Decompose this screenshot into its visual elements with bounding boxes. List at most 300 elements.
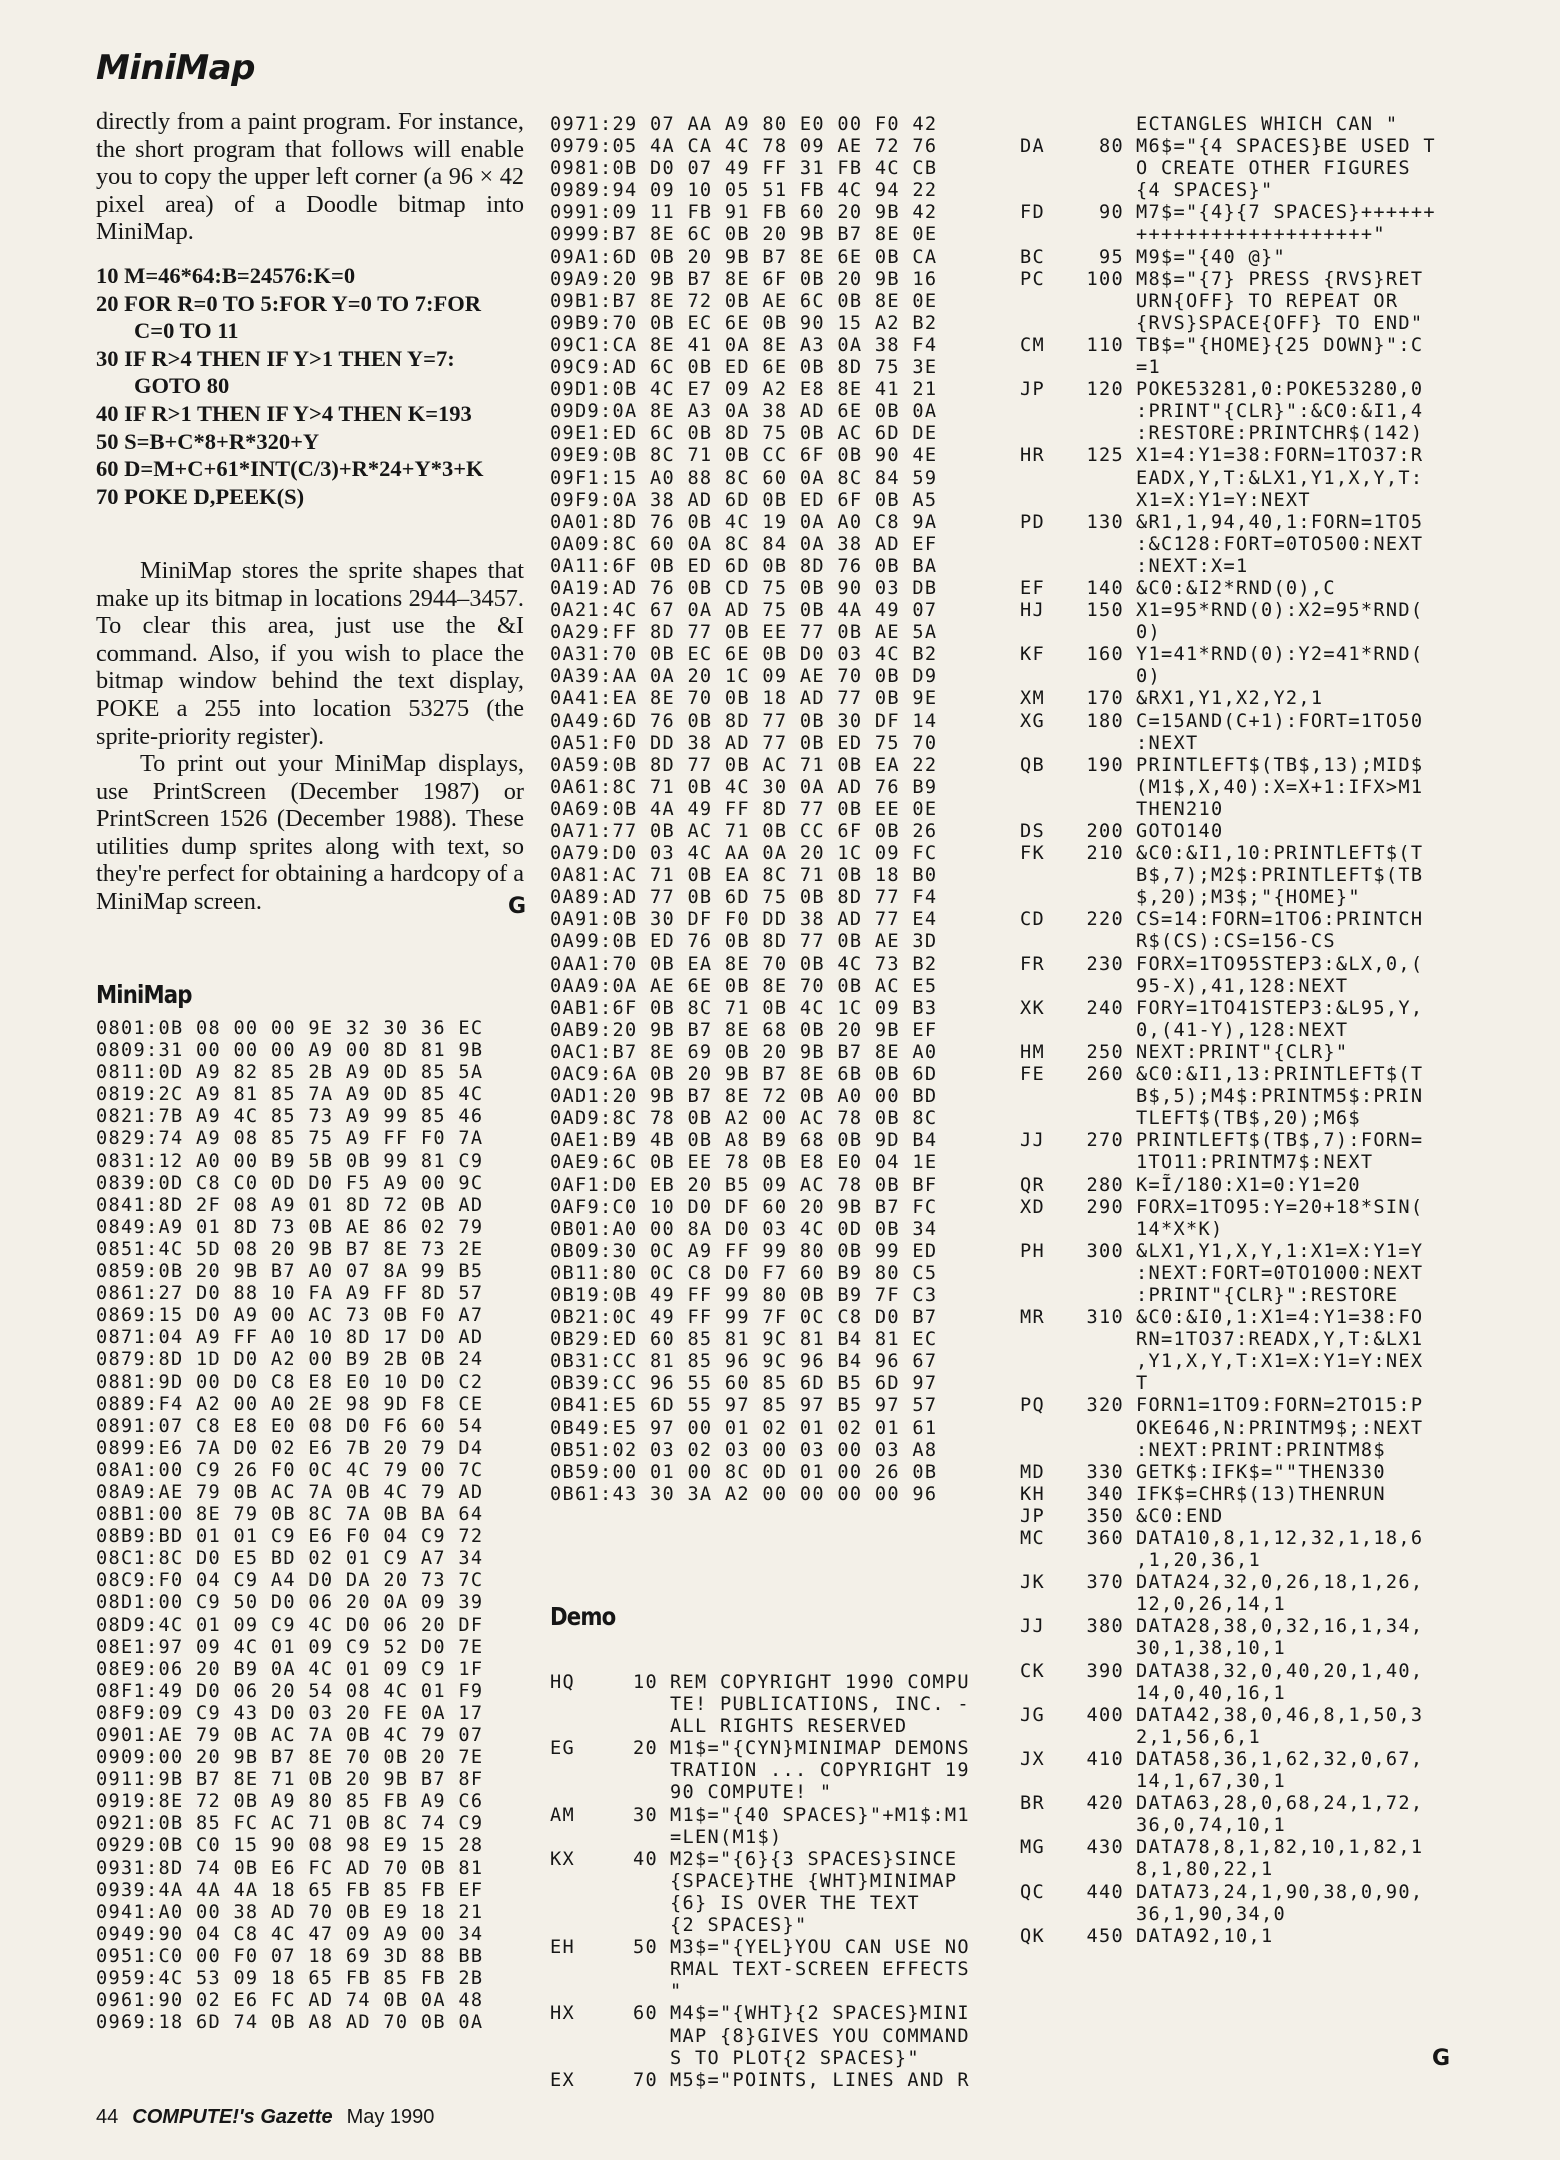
- program-line: [1020, 1661, 1436, 1705]
- line-text: &LX1,Y1,X,Y,1:X1=X:Y1=Y :NEXT:FORT=0TO1000:NEXT :PRINT"{CLR}":RESTORE: [1136, 1240, 1424, 1306]
- hex-line: 0801:0B 08 00 00 9E 32 30 36 EC: [96, 1018, 484, 1039]
- hex-line: 0B61:43 30 3A A2 00 00 00 00 96: [550, 1483, 938, 1505]
- hex-line: 0A89:AD 77 0B 6D 75 0B 8D 77 F4: [550, 887, 938, 909]
- hex-line: 0A09:8C 60 0A 8C 84 0A 38 AD EF: [550, 533, 938, 555]
- hex-line: 09B9:70 0B EC 6E 0B 90 15 A2 B2: [550, 312, 938, 334]
- paragraph-text: To print out your MiniMap displays, use PrintScreen (December 1987) or PrintScreen 1526 (December 1988). These utilities dump sprites along with text, so they're perfect for obtaining a hardcopy of a MiniMap screen.: [96, 750, 524, 915]
- hex-line: 08D1:00 C9 50 D0 06 20 0A 09 39: [96, 1592, 484, 1614]
- line-number: 180: [1086, 710, 1124, 732]
- hex-line: 0851:4C 5D 08 20 9B B7 8E 73 2E: [96, 1238, 484, 1260]
- hex-line: 08A1:00 C9 26 F0 0C 4C 79 00 7C: [96, 1459, 484, 1481]
- line-number: 380: [1086, 1616, 1124, 1638]
- program-line: [1020, 1572, 1436, 1616]
- line-text: FORX=1TO95STEP3:&LX,0,( 95-X),41,128:NEXT: [1136, 953, 1424, 997]
- paragraph-text: MiniMap stores the sprite shapes that make up its bitmap in locations 2944–3457. To clear this area, just use the &I command. Also, if you wish to place the bitmap window behind the text display, POKE a 255 into location 53275 (the sprite-priority register).: [96, 557, 524, 750]
- line-number: 420: [1086, 1793, 1124, 1815]
- line-text: DATA24,32,0,26,18,1,26, 12,0,26,14,1: [1136, 1572, 1424, 1616]
- hex-line: 0B31:CC 81 85 96 9C 96 B4 96 67: [550, 1351, 938, 1373]
- checksum: KX: [550, 1848, 575, 1870]
- basic-line: 70 POKE D,PEEK(S): [96, 483, 305, 509]
- checksum: XG: [1020, 710, 1045, 732]
- hex-line: 0879:8D 1D D0 A2 00 B9 2B 0B 24: [96, 1349, 484, 1371]
- line-number: 80: [1099, 136, 1124, 158]
- demo-listing-part-1: [550, 1672, 970, 2092]
- program-line: [1020, 1197, 1436, 1241]
- program-line: [550, 1672, 970, 1738]
- hex-line: 0B39:CC 96 55 60 85 6D B5 6D 97: [550, 1373, 938, 1395]
- program-line: [1020, 843, 1436, 909]
- hex-line: 0919:8E 72 0B A9 80 85 FB A9 C6: [96, 1791, 484, 1813]
- program-line: [1020, 1793, 1436, 1837]
- checksum: BC: [1020, 246, 1045, 268]
- hex-line: 0A39:AA 0A 20 1C 09 AE 70 0B D9: [550, 666, 938, 688]
- basic-program-listing: [96, 262, 524, 510]
- hex-line: 0AC9:6A 0B 20 9B B7 8E 6B 0B 6D: [550, 1064, 938, 1086]
- hex-line: 0959:4C 53 09 18 65 FB 85 FB 2B: [96, 1968, 484, 1990]
- line-number: 90: [1099, 202, 1124, 224]
- demo-listing-title: Demo: [550, 1602, 616, 1631]
- hex-line: 09A9:20 9B B7 8E 6F 0B 20 9B 16: [550, 268, 938, 290]
- line-number: 110: [1086, 334, 1124, 356]
- hex-line: 0AA9:0A AE 6E 0B 8E 70 0B AC E5: [550, 975, 938, 997]
- demo-listing-part-2: [1020, 114, 1436, 1948]
- hex-line: 0AA1:70 0B EA 8E 70 0B 4C 73 B2: [550, 953, 938, 975]
- hex-line: 0A51:F0 DD 38 AD 77 0B ED 75 70: [550, 732, 938, 754]
- hex-line: 0981:0B D0 07 49 FF 31 FB 4C CB: [550, 158, 938, 180]
- line-number: 220: [1086, 909, 1124, 931]
- line-text: REM COPYRIGHT 1990 COMPU TE! PUBLICATIONS, INC. - ALL RIGHTS RESERVED: [670, 1672, 970, 1738]
- line-number: 125: [1086, 445, 1124, 467]
- hex-line: 08B1:00 8E 79 0B 8C 7A 0B BA 64: [96, 1504, 484, 1526]
- checksum: EH: [550, 1937, 575, 1959]
- checksum: PD: [1020, 511, 1045, 533]
- hex-line: 0821:7B A9 4C 85 73 A9 99 85 46: [96, 1106, 484, 1128]
- hex-line: 0A49:6D 76 0B 8D 77 0B 30 DF 14: [550, 710, 938, 732]
- line-text: &C0:&I0,1:X1=4:Y1=38:FO RN=1TO37:READX,Y,T:&LX1 ,Y1,X,Y,T:X1=X:Y1=Y:NEX T: [1136, 1307, 1424, 1395]
- line-number: 260: [1086, 1064, 1124, 1086]
- line-number: 250: [1086, 1041, 1124, 1063]
- program-line: [1020, 1837, 1436, 1881]
- line-text: DATA73,24,1,90,38,0,90, 36,1,90,34,0: [1136, 1881, 1424, 1925]
- checksum: KH: [1020, 1483, 1045, 1505]
- program-line: [550, 1937, 970, 2003]
- line-number: 95: [1099, 246, 1124, 268]
- program-line: [1020, 445, 1436, 511]
- program-line: [1020, 136, 1436, 202]
- hex-line: 0A91:0B 30 DF F0 DD 38 AD 77 E4: [550, 909, 938, 931]
- program-line: [1020, 1175, 1436, 1197]
- line-number: 190: [1086, 754, 1124, 776]
- line-text: &C0:&I1,13:PRINTLEFT$(T B$,5);M4$:PRINTM5$:PRIN TLEFT$(TB$,20);M6$: [1136, 1064, 1424, 1130]
- line-text: NEXT:PRINT"{CLR}": [1136, 1041, 1349, 1063]
- line-number: 240: [1086, 997, 1124, 1019]
- hex-line: 0869:15 D0 A9 00 AC 73 0B F0 A7: [96, 1305, 484, 1327]
- checksum: PC: [1020, 268, 1045, 290]
- program-line: [1020, 1042, 1436, 1064]
- paragraph-text: directly from a paint program. For instance, the short program that follows will enable you to copy the upper left corner (a 96 × 42 pixel area) of a Doodle bitmap into MiniMap.: [96, 108, 524, 246]
- hex-line: 08E9:06 20 B9 0A 4C 01 09 C9 1F: [96, 1658, 484, 1680]
- hex-line: 0941:A0 00 38 AD 70 0B E9 18 21: [96, 1901, 484, 1923]
- program-line: [1020, 578, 1436, 600]
- hex-line: 0B49:E5 97 00 01 02 01 02 01 61: [550, 1417, 938, 1439]
- line-text: ECTANGLES WHICH CAN ": [1136, 114, 1399, 135]
- hex-line: 0AB9:20 9B B7 8E 68 0B 20 9B EF: [550, 1019, 938, 1041]
- program-line: [1020, 1395, 1436, 1461]
- basic-line: 10 M=46*64:B=24576:K=0: [96, 263, 356, 288]
- minimap-listing-title: MiniMap: [96, 980, 192, 1009]
- line-text: PRINTLEFT$(TB$,13);MID$ (M1$,X,40):X=X+1:IFX>M1 THEN210: [1136, 754, 1424, 820]
- hex-line: 0B19:0B 49 FF 99 80 0B B9 7F C3: [550, 1284, 938, 1306]
- checksum: FK: [1020, 843, 1045, 865]
- checksum: XD: [1020, 1196, 1045, 1218]
- line-text: &C0:END: [1136, 1505, 1224, 1527]
- hex-line: 0A61:8C 71 0B 4C 30 0A AD 76 B9: [550, 776, 938, 798]
- hex-line: 0809:31 00 00 00 A9 00 8D 81 9B: [96, 1040, 484, 1062]
- hex-line: 0841:8D 2F 08 A9 01 8D 72 0B AD: [96, 1194, 484, 1216]
- checksum: FD: [1020, 202, 1045, 224]
- checksum: FR: [1020, 953, 1045, 975]
- line-number: 120: [1086, 379, 1124, 401]
- hex-line: 09C9:AD 6C 0B ED 6E 0B 8D 75 3E: [550, 357, 938, 379]
- line-number: 50: [633, 1937, 658, 1959]
- hex-line: 09B1:B7 8E 72 0B AE 6C 0B 8E 0E: [550, 290, 938, 312]
- hex-line: 0A69:0B 4A 49 FF 8D 77 0B EE 0E: [550, 798, 938, 820]
- program-line: [1020, 1749, 1436, 1793]
- program-line: [550, 1738, 970, 1804]
- line-number: 60: [633, 2003, 658, 2025]
- hex-line: 0969:18 6D 74 0B A8 AD 70 0B 0A: [96, 2012, 484, 2034]
- checksum: FE: [1020, 1064, 1045, 1086]
- line-number: 70: [633, 2069, 658, 2091]
- line-number: 230: [1086, 953, 1124, 975]
- hex-line: 08E1:97 09 4C 01 09 C9 52 D0 7E: [96, 1636, 484, 1658]
- checksum: XK: [1020, 997, 1045, 1019]
- hex-line: 09F1:15 A0 88 8C 60 0A 8C 84 59: [550, 467, 938, 489]
- line-number: 370: [1086, 1572, 1124, 1594]
- checksum: CK: [1020, 1660, 1045, 1682]
- hex-line: 0921:0B 85 FC AC 71 0B 8C 74 C9: [96, 1813, 484, 1835]
- program-line: [550, 2003, 970, 2069]
- program-line: [1020, 247, 1436, 269]
- line-number: 310: [1086, 1307, 1124, 1329]
- line-text: M1$="{40 SPACES}"+M1$:M1 =LEN(M1$): [670, 1804, 970, 1848]
- line-number: 210: [1086, 843, 1124, 865]
- line-number: 150: [1086, 600, 1124, 622]
- line-number: 30: [633, 1804, 658, 1826]
- checksum: PQ: [1020, 1395, 1045, 1417]
- line-text: DATA58,36,1,62,32,0,67, 14,1,67,30,1: [1136, 1748, 1424, 1793]
- hex-line: 0B59:00 01 00 8C 0D 01 00 26 0B: [550, 1461, 938, 1483]
- line-text: K=Ĩ/180:X1=0:Y1=20: [1136, 1174, 1361, 1196]
- program-line: [1020, 1506, 1436, 1528]
- hex-line: 0AD1:20 9B B7 8E 72 0B A0 00 BD: [550, 1086, 938, 1108]
- program-line: [1020, 269, 1436, 335]
- hex-line: 0A79:D0 03 4C AA 0A 20 1C 09 FC: [550, 843, 938, 865]
- line-number: 350: [1086, 1505, 1124, 1527]
- line-text: X1=4:Y1=38:FORN=1TO37:R EADX,Y,T:&LX1,Y1,X,Y,T: X1=X:Y1=Y:NEXT: [1136, 445, 1424, 511]
- line-number: 320: [1086, 1395, 1124, 1417]
- page-number: 44: [96, 2106, 119, 2128]
- line-text: M6$="{4 SPACES}BE USED T O CREATE OTHER FIGURES {4 SPACES}": [1136, 136, 1436, 202]
- line-text: DATA10,8,1,12,32,1,18,6 ,1,20,36,1: [1136, 1528, 1424, 1572]
- checksum: DS: [1020, 821, 1045, 842]
- hex-line: 0A29:FF 8D 77 0B EE 77 0B AE 5A: [550, 622, 938, 644]
- line-text: M3$="{YEL}YOU CAN USE NO RMAL TEXT-SCREEN EFFECTS ": [670, 1937, 970, 2003]
- hex-line: 0AF9:C0 10 D0 DF 60 20 9B B7 FC: [550, 1196, 938, 1218]
- checksum: JP: [1020, 379, 1045, 401]
- hex-listing-part-2: [550, 114, 937, 1506]
- checksum: MR: [1020, 1307, 1045, 1329]
- hex-line: 0929:0B C0 15 90 08 98 E9 15 28: [96, 1835, 484, 1857]
- end-of-listing-mark: G: [1432, 2046, 1451, 2071]
- hex-listing-part-1: [96, 1018, 483, 2034]
- hex-line: 0AF1:D0 EB 20 B5 09 AC 78 0B BF: [550, 1174, 938, 1196]
- line-text: DATA78,8,1,82,10,1,82,1 8,1,80,22,1: [1136, 1837, 1424, 1881]
- hex-line: 0A71:77 0B AC 71 0B CC 6F 0B 26: [550, 821, 938, 842]
- line-text: DATA42,38,0,46,8,1,50,3 2,1,56,6,1: [1136, 1704, 1424, 1748]
- program-line: [550, 1849, 970, 1937]
- hex-line: 0899:E6 7A D0 02 E6 7B 20 79 D4: [96, 1437, 484, 1459]
- line-text: FORN1=1TO9:FORN=2TO15:P OKE646,N:PRINTM9$;:NEXT :NEXT:PRINT:PRINTM8$: [1136, 1395, 1424, 1461]
- program-line: [1020, 512, 1436, 578]
- article-paragraph-3: [96, 750, 524, 916]
- line-text: &C0:&I1,10:PRINTLEFT$(T B$,7);M2$:PRINTLEFT$(TB $,20);M3$;"{HOME}": [1136, 843, 1424, 909]
- hex-line: 08A9:AE 79 0B AC 7A 0B 4C 79 AD: [96, 1481, 484, 1503]
- checksum: EF: [1020, 577, 1045, 599]
- hex-line: 0909:00 20 9B B7 8E 70 0B 20 7E: [96, 1747, 484, 1769]
- program-line: [1020, 1462, 1436, 1484]
- program-line: [1020, 711, 1436, 755]
- hex-line: 08C9:F0 04 C9 A4 D0 DA 20 73 7C: [96, 1570, 484, 1592]
- checksum: HX: [550, 2003, 575, 2025]
- article-paragraph-1: [96, 108, 524, 246]
- hex-line: 0881:9D 00 D0 C8 E8 E0 10 D0 C2: [96, 1371, 484, 1393]
- hex-line: 0819:2C A9 81 85 7A A9 0D 85 4C: [96, 1084, 484, 1106]
- checksum: QK: [1020, 1925, 1045, 1947]
- end-of-article-mark: G: [508, 894, 527, 919]
- basic-line: 40 IF R>1 THEN IF Y>4 THEN K=193: [96, 400, 472, 426]
- hex-line: 0849:A9 01 8D 73 0B AE 86 02 79: [96, 1216, 484, 1238]
- hex-line: 0829:74 A9 08 85 75 A9 FF F0 7A: [96, 1128, 484, 1150]
- hex-line: 0A59:0B 8D 77 0B AC 71 0B EA 22: [550, 754, 938, 776]
- program-line: [1020, 1064, 1436, 1130]
- line-number: 40: [633, 1848, 658, 1870]
- hex-line: 0949:90 04 C8 4C 47 09 A9 00 34: [96, 1923, 484, 1945]
- line-text: IFK$=CHR$(13)THENRUN: [1136, 1483, 1386, 1505]
- checksum: QR: [1020, 1174, 1045, 1196]
- checksum: JJ: [1020, 1130, 1045, 1152]
- hex-line: 09A1:6D 0B 20 9B B7 8E 6E 0B CA: [550, 246, 938, 268]
- checksum: HQ: [550, 1672, 575, 1693]
- program-line: [1020, 114, 1436, 136]
- hex-line: 0831:12 A0 00 B9 5B 0B 99 81 C9: [96, 1150, 484, 1172]
- line-text: M1$="{CYN}MINIMAP DEMONS TRATION ... COPYRIGHT 19 90 COMPUTE! ": [670, 1738, 970, 1804]
- hex-line: 08B9:BD 01 01 C9 E6 F0 04 C9 72: [96, 1526, 484, 1548]
- line-text: FORX=1TO95:Y=20+18*SIN( 14*X*K): [1136, 1196, 1424, 1240]
- hex-line: 0B11:80 0C C8 D0 F7 60 B9 80 C5: [550, 1262, 938, 1284]
- line-number: 20: [633, 1738, 658, 1760]
- checksum: PH: [1020, 1240, 1045, 1262]
- program-line: [1020, 1882, 1436, 1926]
- line-text: &C0:&I2*RND(0),C: [1136, 577, 1336, 599]
- hex-line: 09F9:0A 38 AD 6D 0B ED 6F 0B A5: [550, 489, 938, 511]
- line-number: 440: [1086, 1881, 1124, 1903]
- line-text: M4$="{WHT}{2 SPACES}MINI MAP {8}GIVES YOU COMMAND S TO PLOT{2 SPACES}": [670, 2003, 970, 2069]
- line-number: 390: [1086, 1660, 1124, 1682]
- hex-line: 0889:F4 A2 00 A0 2E 98 9D F8 CE: [96, 1393, 484, 1415]
- line-number: 280: [1086, 1174, 1124, 1196]
- checksum: KF: [1020, 644, 1045, 666]
- hex-line: 0A31:70 0B EC 6E 0B D0 03 4C B2: [550, 644, 938, 666]
- checksum: EG: [550, 1738, 575, 1760]
- checksum: CD: [1020, 909, 1045, 931]
- line-text: &RX1,Y1,X2,Y2,1: [1136, 688, 1324, 710]
- checksum: MC: [1020, 1528, 1045, 1549]
- line-number: 270: [1086, 1130, 1124, 1152]
- line-number: 330: [1086, 1461, 1124, 1483]
- program-line: [1020, 1528, 1436, 1572]
- hex-line: 0811:0D A9 82 85 2B A9 0D 85 5A: [96, 1062, 484, 1084]
- hex-line: 0931:8D 74 0B E6 FC AD 70 0B 81: [96, 1857, 484, 1879]
- program-line: [1020, 335, 1436, 379]
- hex-line: 0861:27 D0 88 10 FA A9 FF 8D 57: [96, 1283, 484, 1305]
- checksum: JJ: [1020, 1616, 1045, 1638]
- program-line: [1020, 909, 1436, 953]
- hex-line: 0A11:6F 0B ED 6D 0B 8D 76 0B BA: [550, 555, 938, 577]
- line-number: 360: [1086, 1528, 1124, 1549]
- line-text: DATA63,28,0,68,24,1,72, 36,0,74,10,1: [1136, 1793, 1424, 1837]
- hex-line: 0971:29 07 AA A9 80 E0 00 F0 42: [550, 114, 938, 135]
- line-number: 400: [1086, 1704, 1124, 1726]
- hex-line: 0B41:E5 6D 55 97 85 97 B5 97 57: [550, 1395, 938, 1417]
- hex-line: 0A81:AC 71 0B EA 8C 71 0B 18 B0: [550, 865, 938, 887]
- hex-line: 0891:07 C8 E8 E0 08 D0 F6 60 54: [96, 1415, 484, 1437]
- checksum: [1020, 114, 1078, 136]
- basic-line: 30 IF R>4 THEN IF Y>1 THEN Y=7: GOTO 80: [96, 345, 455, 399]
- hex-line: 0B01:A0 00 8A D0 03 4C 0D 0B 34: [550, 1218, 938, 1240]
- program-line: [1020, 1926, 1436, 1948]
- program-line: [1020, 202, 1436, 246]
- hex-line: 0AD9:8C 78 0B A2 00 AC 78 0B 8C: [550, 1108, 938, 1130]
- program-line: [1020, 644, 1436, 688]
- line-number: 170: [1086, 688, 1124, 710]
- hex-line: 0961:90 02 E6 FC AD 74 0B 0A 48: [96, 1990, 484, 2012]
- line-text: C=15AND(C+1):FORT=1TO50 :NEXT: [1136, 710, 1424, 754]
- program-line: [1020, 1130, 1436, 1174]
- hex-line: 0901:AE 79 0B AC 7A 0B 4C 79 07: [96, 1725, 484, 1746]
- line-text: DATA92,10,1: [1136, 1925, 1274, 1947]
- checksum: EX: [550, 2069, 575, 2091]
- line-number: 10: [633, 1672, 658, 1693]
- line-number: 100: [1086, 268, 1124, 290]
- checksum: MD: [1020, 1461, 1045, 1483]
- hex-line: 08C1:8C D0 E5 BD 02 01 C9 A7 34: [96, 1548, 484, 1570]
- checksum: HJ: [1020, 600, 1045, 622]
- line-text: GOTO140: [1136, 821, 1224, 842]
- program-line: [1020, 1484, 1436, 1506]
- line-text: M2$="{6}{3 SPACES}SINCE {SPACE}THE {WHT}MINIMAP {6} IS OVER THE TEXT {2 SPACES}": [670, 1848, 958, 1937]
- checksum: JK: [1020, 1572, 1045, 1594]
- basic-line: 20 FOR R=0 TO 5:FOR Y=0 TO 7:FOR C=0 TO 11: [96, 290, 482, 344]
- line-text: POKE53281,0:POKE53280,0 :PRINT"{CLR}":&C0:&I1,4 :RESTORE:PRINTCHR$(142): [1136, 379, 1424, 445]
- hex-line: 0839:0D C8 C0 0D D0 F5 A9 00 9C: [96, 1172, 484, 1194]
- hex-line: 0A99:0B ED 76 0B 8D 77 0B AE 3D: [550, 931, 938, 953]
- hex-line: 08F9:09 C9 43 D0 03 20 FE 0A 17: [96, 1702, 484, 1724]
- hex-line: 0911:9B B7 8E 71 0B 20 9B B7 8F: [96, 1769, 484, 1791]
- line-number: 290: [1086, 1196, 1124, 1218]
- program-line: [550, 2070, 970, 2092]
- program-line: [1020, 755, 1436, 821]
- line-text: DATA38,32,0,40,20,1,40, 14,0,40,16,1: [1136, 1660, 1424, 1704]
- line-text: GETK$:IFK$=""THEN330: [1136, 1461, 1386, 1483]
- line-number: 140: [1086, 577, 1124, 599]
- line-number: 410: [1086, 1748, 1124, 1770]
- checksum: QC: [1020, 1881, 1045, 1903]
- line-text: TB$="{HOME}{25 DOWN}":C =1: [1136, 334, 1424, 379]
- hex-line: 09E1:ED 6C 0B 8D 75 0B AC 6D DE: [550, 423, 938, 445]
- program-line: [1020, 821, 1436, 843]
- checksum: BR: [1020, 1793, 1045, 1815]
- hex-line: 09D1:0B 4C E7 09 A2 E8 8E 41 21: [550, 379, 938, 401]
- hex-line: 0979:05 4A CA 4C 78 09 AE 72 76: [550, 136, 938, 158]
- line-number: 200: [1086, 821, 1124, 842]
- hex-line: 0951:C0 00 F0 07 18 69 3D 88 BB: [96, 1945, 484, 1967]
- program-line: [550, 1805, 970, 1849]
- line-text: M7$="{4}{7 SPACES}++++++ +++++++++++++++++++": [1136, 202, 1436, 246]
- program-line: [1020, 1307, 1436, 1395]
- page-footer: [96, 2106, 434, 2129]
- hex-line: 0A01:8D 76 0B 4C 19 0A A0 C8 9A: [550, 511, 938, 533]
- hex-line: 0859:0B 20 9B B7 A0 07 8A 99 B5: [96, 1261, 484, 1283]
- checksum: HR: [1020, 445, 1045, 467]
- program-line: [1020, 954, 1436, 998]
- basic-line: 60 D=M+C+61*INT(C/3)+R*24+Y*3+K: [96, 456, 484, 482]
- checksum: MG: [1020, 1837, 1045, 1859]
- hex-line: 0A21:4C 67 0A AD 75 0B 4A 49 07: [550, 600, 938, 622]
- line-number: 160: [1086, 644, 1124, 666]
- line-text: CS=14:FORN=1TO6:PRINTCH R$(CS):CS=156-CS: [1136, 909, 1424, 953]
- program-line: [1020, 1241, 1436, 1307]
- line-number: 430: [1086, 1837, 1124, 1859]
- checksum: XM: [1020, 688, 1045, 710]
- checksum: HM: [1020, 1041, 1045, 1063]
- hex-line: 0AE9:6C 0B EE 78 0B E8 E0 04 1E: [550, 1152, 938, 1174]
- hex-line: 0B09:30 0C A9 FF 99 80 0B 99 ED: [550, 1240, 938, 1262]
- hex-line: 0991:09 11 FB 91 FB 60 20 9B 42: [550, 202, 938, 224]
- hex-line: 0939:4A 4A 4A 18 65 FB 85 FB EF: [96, 1879, 484, 1901]
- line-text: &R1,1,94,40,1:FORN=1TO5 :&C128:FORT=0TO500:NEXT :NEXT:X=1: [1136, 511, 1424, 577]
- line-text: M9$="{40 @}": [1136, 246, 1286, 268]
- program-line: [1020, 1705, 1436, 1749]
- program-line: [1020, 600, 1436, 644]
- hex-line: 08F1:49 D0 06 20 54 08 4C 01 F9: [96, 1680, 484, 1702]
- hex-line: 0A41:EA 8E 70 0B 18 AD 77 0B 9E: [550, 688, 938, 710]
- page-header-title: MiniMap: [96, 48, 255, 88]
- line-text: X1=95*RND(0):X2=95*RND( 0): [1136, 600, 1424, 644]
- hex-line: 0AB1:6F 0B 8C 71 0B 4C 1C 09 B3: [550, 997, 938, 1019]
- line-text: M8$="{7} PRESS {RVS}RET URN{OFF} TO REPEAT OR {RVS}SPACE{OFF} TO END": [1136, 268, 1424, 334]
- hex-line: 08D9:4C 01 09 C9 4C D0 06 20 DF: [96, 1614, 484, 1636]
- program-line: [1020, 379, 1436, 445]
- hex-line: 0B29:ED 60 85 81 9C 81 B4 81 EC: [550, 1329, 938, 1351]
- line-text: FORY=1TO41STEP3:&L95,Y, 0,(41-Y),128:NEXT: [1136, 997, 1424, 1041]
- hex-line: 09D9:0A 8E A3 0A 38 AD 6E 0B 0A: [550, 401, 938, 423]
- line-number: 340: [1086, 1483, 1124, 1505]
- hex-line: 0999:B7 8E 6C 0B 20 9B B7 8E 0E: [550, 224, 938, 246]
- checksum: AM: [550, 1804, 575, 1826]
- checksum: JG: [1020, 1704, 1045, 1726]
- checksum: QB: [1020, 754, 1045, 776]
